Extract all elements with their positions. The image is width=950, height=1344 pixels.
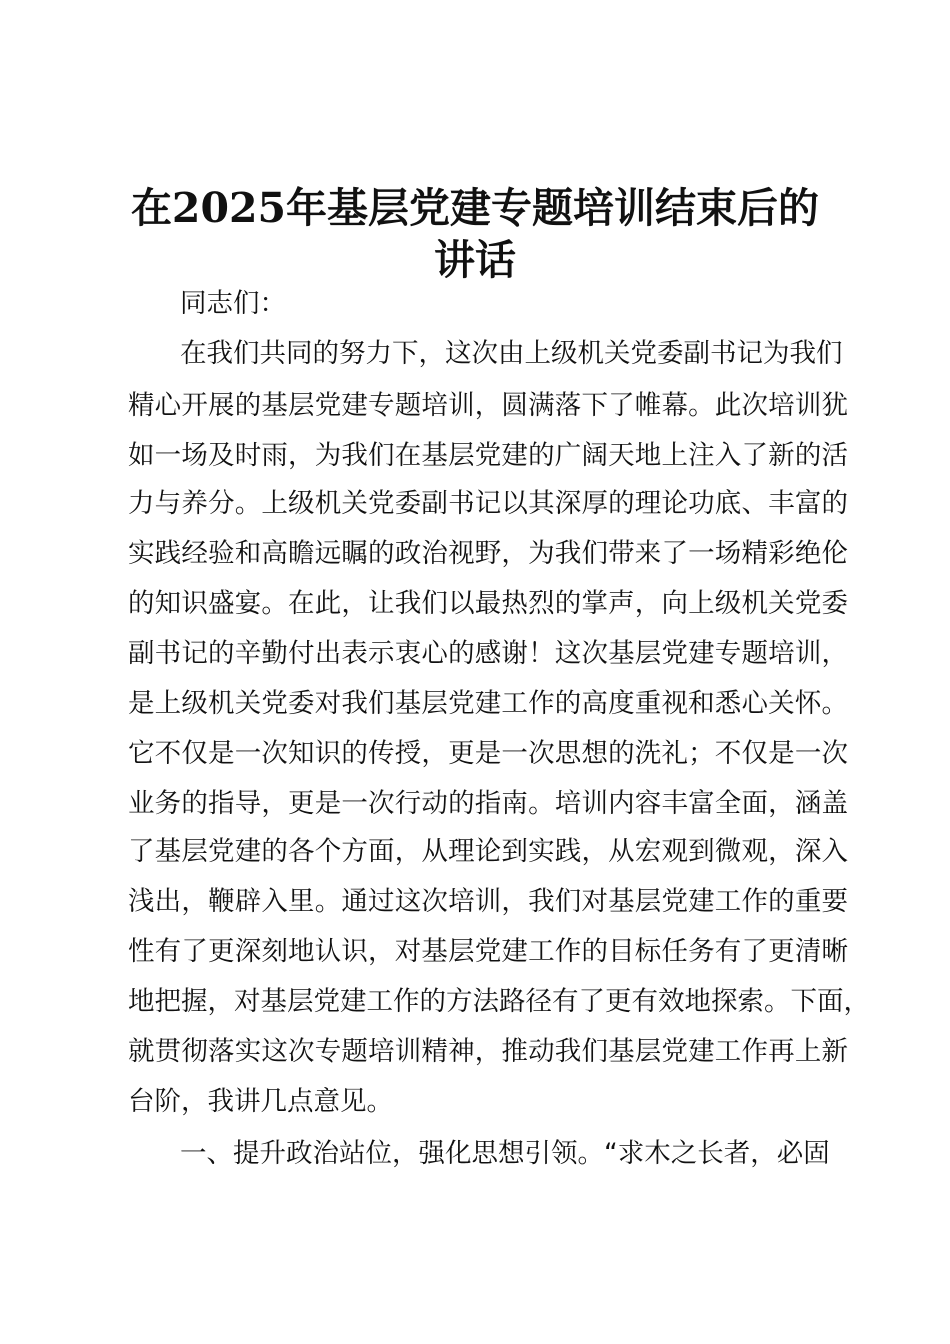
- paragraph-line: 副书记的辛勤付出表示衷心的感谢！这次基层党建专题培训，: [128, 638, 848, 669]
- paragraph-line: 如一场及时雨，为我们在基层党建的广阔天地上注入了新的活: [128, 440, 848, 471]
- paragraph-line: 了基层党建的各个方面，从理论到实践，从宏观到微观，深入: [128, 836, 848, 867]
- document-title-line-1: 在2025年基层党建专题培训结束后的: [130, 184, 820, 232]
- paragraph-line: 力与养分。上级机关党委副书记以其深厚的理论功底、丰富的: [128, 488, 848, 519]
- paragraph-line: 地把握，对基层党建工作的方法路径有了更有效地探索。下面，: [128, 986, 870, 1017]
- paragraph-line: 精心开展的基层党建专题培训，圆满落下了帷幕。此次培训犹: [128, 390, 848, 421]
- paragraph-line: 实践经验和高瞻远瞩的政治视野，为我们带来了一场精彩绝伦: [128, 538, 848, 569]
- paragraph-line: 性有了更深刻地认识，对基层党建工作的目标任务有了更清晰: [128, 936, 848, 967]
- paragraph-line: 是上级机关党委对我们基层党建工作的高度重视和悉心关怀。: [128, 688, 848, 719]
- paragraph-line: 它不仅是一次知识的传授，更是一次思想的洗礼；不仅是一次: [128, 738, 848, 769]
- paragraph-line: 业务的指导，更是一次行动的指南。培训内容丰富全面，涵盖: [128, 788, 848, 819]
- salutation: 同志们：: [180, 288, 286, 319]
- section-1-heading-line: 一、提升政治站位，强化思想引领。“求木之长者，必固: [180, 1138, 830, 1169]
- paragraph-line: 的知识盛宴。在此，让我们以最热烈的掌声，向上级机关党委: [128, 588, 848, 619]
- paragraph-line: 就贯彻落实这次专题培训精神，推动我们基层党建工作再上新: [128, 1036, 848, 1067]
- document-title-line-2: 讲话: [434, 236, 516, 284]
- paragraph-line: 浅出，鞭辟入里。通过这次培训，我们对基层党建工作的重要: [128, 886, 848, 917]
- paragraph-line: 在我们共同的努力下，这次由上级机关党委副书记为我们: [180, 338, 843, 369]
- paragraph-line: 台阶，我讲几点意见。: [128, 1086, 393, 1117]
